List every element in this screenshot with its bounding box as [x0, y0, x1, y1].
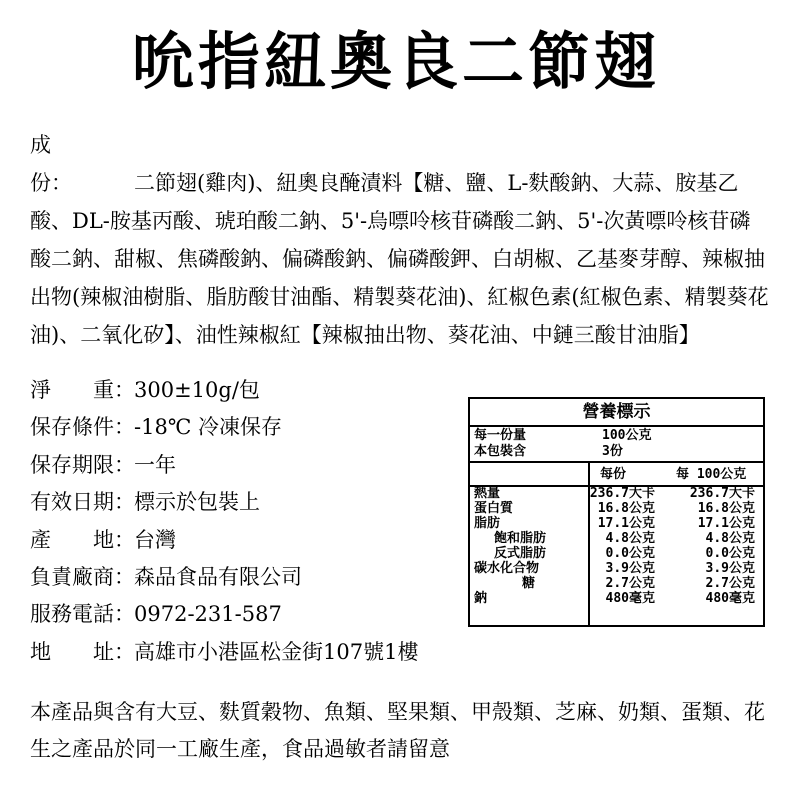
ingredients-text: 二節翅(雞肉)、紐奧良醃漬料【糖、鹽、L-麩酸鈉、大蒜、胺基乙酸、DL-胺基丙酸、琥珀酸二鈉、5'-烏嘌呤核苷磷酸二鈉、5'-次黃嘌呤核苷磷酸二鈉、甜椒、焦磷酸鈉、偏磷酸鈉、偏磷酸鉀、白胡椒、乙基麥芽醇、辣椒抽出物(辣椒油樹脂、脂肪酸甘油酯、精製葵花油)、紅椒色素(紅椒色素、精製葵花油)、二氧化矽】、油性辣椒紅【辣椒抽出物、葵花油、中鏈三酸甘油脂】	[30, 171, 769, 347]
address-label: 地 址：	[30, 640, 135, 664]
info-label: 淨 重：	[30, 378, 135, 402]
info-expiry	[30, 484, 470, 521]
product-title: 吮指紐奧良二節翅	[131, 25, 660, 98]
nutrient-row	[470, 516, 763, 531]
ingredients-label: 成 份：	[30, 133, 93, 195]
serving-size-label: 每一份量	[474, 428, 527, 443]
nutrient-name: 反式脂肪	[494, 546, 547, 561]
nutrient-per-100g: 17.1公克	[697, 516, 755, 531]
nutrient-per-serving: 17.1公克	[597, 516, 655, 531]
info-net-weight	[30, 372, 470, 409]
nutrient-row	[470, 561, 763, 576]
info-value: 0972-231-587	[134, 602, 282, 627]
col-per-serving: 每份	[600, 467, 627, 482]
info-label: 產 地：	[30, 527, 135, 552]
info-label: 負責廠商：	[30, 564, 135, 589]
nutrient-name: 熱量	[474, 486, 501, 501]
nutrient-per-serving: 236.7大卡	[589, 486, 655, 501]
nutrient-name: 蛋白質	[474, 501, 514, 516]
servings-value: 3份	[602, 444, 623, 459]
serving-size-line	[474, 428, 652, 444]
nutrition-serving-info	[470, 427, 763, 463]
col-per-100g: 每 100公克	[676, 467, 747, 482]
nutrient-per-100g: 236.7大卡	[689, 486, 755, 501]
nutrient-row	[470, 576, 763, 591]
address-value: 高雄市小港區松金街107號1樓	[134, 640, 419, 664]
product-info	[30, 372, 470, 634]
nutrient-per-100g: 4.8公克	[705, 531, 755, 546]
nutrient-name: 鈉	[474, 591, 488, 606]
info-label: 服務電話：	[30, 602, 135, 627]
nutrient-per-serving: 480毫克	[605, 591, 655, 606]
info-manufacturer	[30, 559, 470, 596]
info-value: -18℃ 冷凍保存	[134, 415, 282, 440]
nutrient-row	[470, 501, 763, 516]
info-label: 有效日期：	[30, 490, 135, 515]
nutrient-per-serving: 16.8公克	[597, 501, 655, 516]
nutrient-per-serving: 4.8公克	[605, 531, 655, 546]
nutrient-per-100g: 0.0公克	[705, 546, 755, 561]
allergen-notice: 本產品與含有大豆、麩質穀物、魚類、堅果類、甲殼類、芝麻、奶類、蛋類、花生之產品於同一工廠生產，食品過敏者請留意	[30, 700, 765, 761]
servings-line	[474, 444, 623, 460]
info-value: 一年	[134, 452, 176, 477]
nutrition-rows	[470, 486, 763, 606]
nutrient-row	[470, 546, 763, 561]
nutrient-name: 糖	[522, 576, 536, 591]
nutrient-per-100g: 3.9公克	[705, 561, 755, 576]
address-row	[30, 634, 418, 671]
nutrient-row	[470, 486, 763, 501]
nutrient-row	[470, 531, 763, 546]
info-value: 300±10g/包	[134, 378, 260, 402]
info-shelf-life	[30, 447, 470, 484]
nutrient-per-100g: 2.7公克	[705, 576, 755, 591]
nutrition-column-headers	[470, 463, 763, 487]
nutrient-per-100g: 16.8公克	[697, 501, 755, 516]
nutrient-per-serving: 2.7公克	[605, 576, 655, 591]
servings-label: 本包裝含	[474, 444, 527, 459]
info-phone	[30, 596, 470, 633]
nutrient-per-100g: 480毫克	[705, 591, 755, 606]
nutrient-name: 碳水化合物	[474, 561, 540, 576]
ingredients-section	[30, 126, 770, 354]
info-label: 保存期限：	[30, 452, 135, 477]
info-storage	[30, 409, 470, 446]
info-label: 保存條件：	[30, 415, 135, 440]
serving-size-value: 100公克	[602, 428, 652, 443]
nutrition-table	[468, 397, 765, 627]
info-origin	[30, 522, 470, 559]
nutrient-name: 脂肪	[474, 516, 501, 531]
nutrient-name: 飽和脂肪	[494, 531, 547, 546]
nutrient-row	[470, 591, 763, 606]
info-value: 台灣	[134, 527, 176, 552]
nutrition-heading: 營養標示	[470, 399, 763, 427]
nutrient-per-serving: 0.0公克	[605, 546, 655, 561]
info-value: 標示於包裝上	[134, 490, 260, 515]
info-value: 森品食品有限公司	[134, 564, 302, 589]
nutrient-per-serving: 3.9公克	[605, 561, 655, 576]
